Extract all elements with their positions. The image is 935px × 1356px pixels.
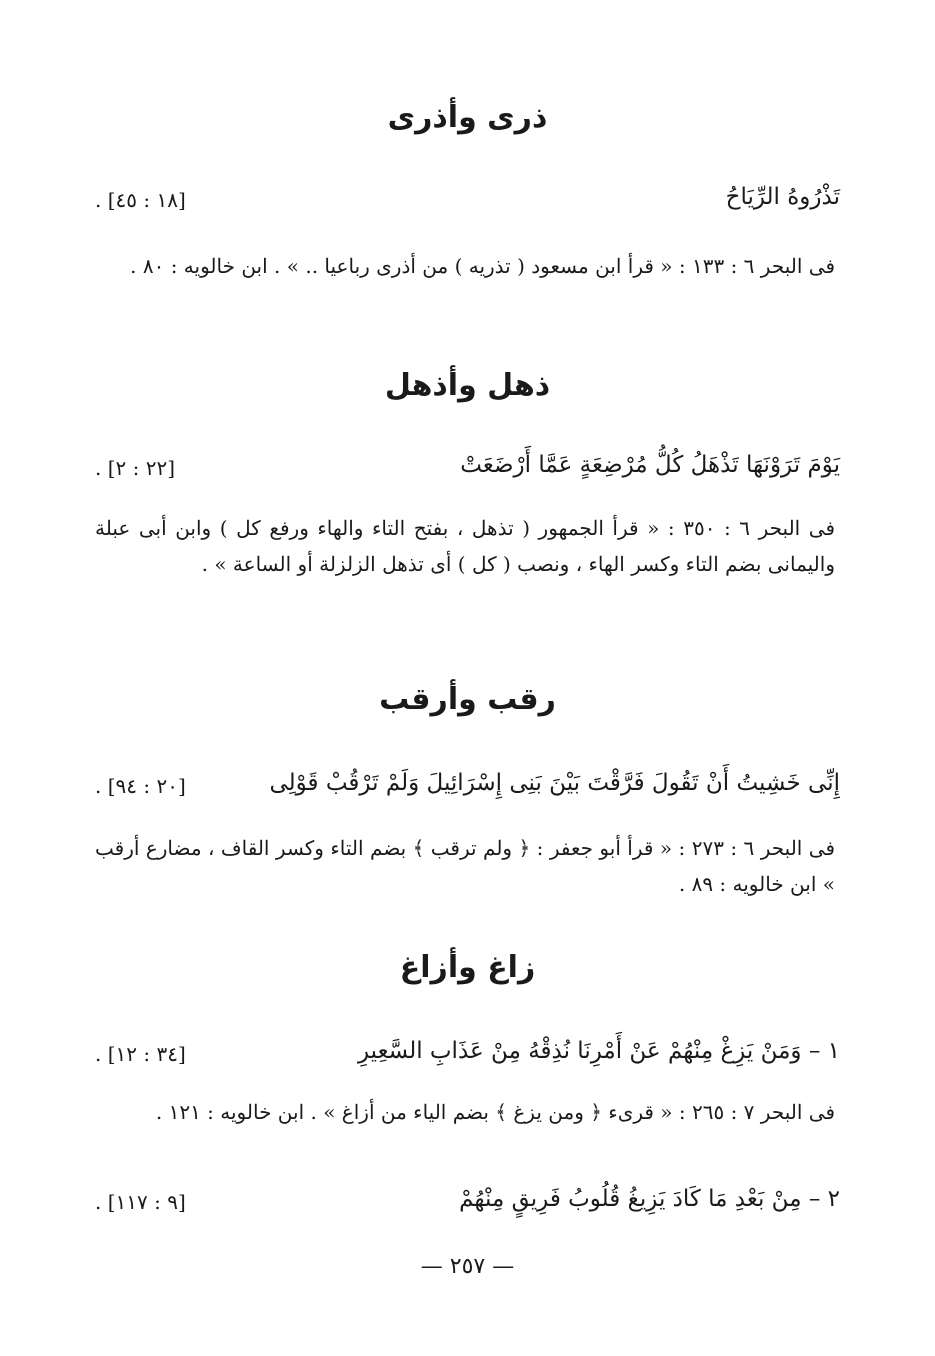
- page-number: — ٢٥٧ —: [420, 1254, 515, 1279]
- verse-text: إِنِّى خَشِيتُ أَنْ تَقُولَ فَرَّقْتَ بَيْنَ بَنِى إِسْرَائِيلَ وَلَمْ تَرْقُبْ قَوْلِى: [269, 770, 840, 796]
- verse-text: تَذْرُوهُ الرِّيَاحُ: [725, 184, 840, 210]
- commentary-note: فى البحر ٧ : ٢٦٥ : « قرىء ﴿ ومن يزغ ﴾ بضم الياء من أزاغ » . ابن خالويه : ١٢١ .: [155, 1100, 835, 1124]
- section-heading-dhahala: ذهل وأذهل: [384, 368, 551, 403]
- section-heading-dhara: ذرى وأذرى: [387, 100, 548, 135]
- verse-text: ١ – وَمَنْ يَزِغْ مِنْهُمْ عَنْ أَمْرِنَا نُذِقْهُ مِنْ عَذَابِ السَّعِيرِ: [357, 1038, 840, 1064]
- verse-reference: [٣٤ : ١٢] .: [95, 1042, 186, 1066]
- verse-reference: [٢٠ : ٩٤] .: [95, 774, 186, 798]
- quran-verse: [95, 1186, 840, 1230]
- quran-verse: [95, 1038, 840, 1082]
- quran-verse: [95, 452, 840, 496]
- verse-text: يَوْمَ تَرَوْنَهَا تَذْهَلُ كُلُّ مُرْضِعَةٍ عَمَّا أَرْضَعَتْ: [460, 452, 840, 478]
- quran-verse: [95, 184, 840, 228]
- section-heading-zagha: زاغ وأزاغ: [399, 950, 536, 985]
- commentary-note: فى البحر ٦ : ١٣٣ : « قرأ ابن مسعود ( تذريه ) من أذرى رباعيا .. » . ابن خالويه : ٨٠ .: [130, 254, 835, 278]
- commentary-note: فى البحر ٦ : ٣٥٠ : « قرأ الجمهور ( تذهل ، بفتح التاء والهاء ورفع كل ) وابن أبى عبلة واليمانى بضم التاء وكسر الهاء ، ونصب ( كل ) أى تذهل الزلزلة أو الساعة » .: [95, 516, 836, 576]
- quran-verse: [95, 770, 840, 814]
- verse-reference: [٩ : ١١٧] .: [95, 1190, 186, 1214]
- section-heading-raqaba: رقب وأرقب: [379, 682, 556, 717]
- verse-text: ٢ – مِنْ بَعْدِ مَا كَادَ يَزِيغُ قُلُوبُ فَرِيقٍ مِنْهُمْ: [459, 1186, 840, 1212]
- verse-reference: [٢٢ : ٢] .: [95, 456, 176, 480]
- verse-reference: [١٨ : ٤٥] .: [95, 188, 186, 212]
- commentary-note: فى البحر ٦ : ٢٧٣ : « قرأ أبو جعفر : ﴿ ولم ترقب ﴾ بضم التاء وكسر القاف ، مضارع أرقب » ابن خالويه : ٨٩ .: [95, 836, 836, 896]
